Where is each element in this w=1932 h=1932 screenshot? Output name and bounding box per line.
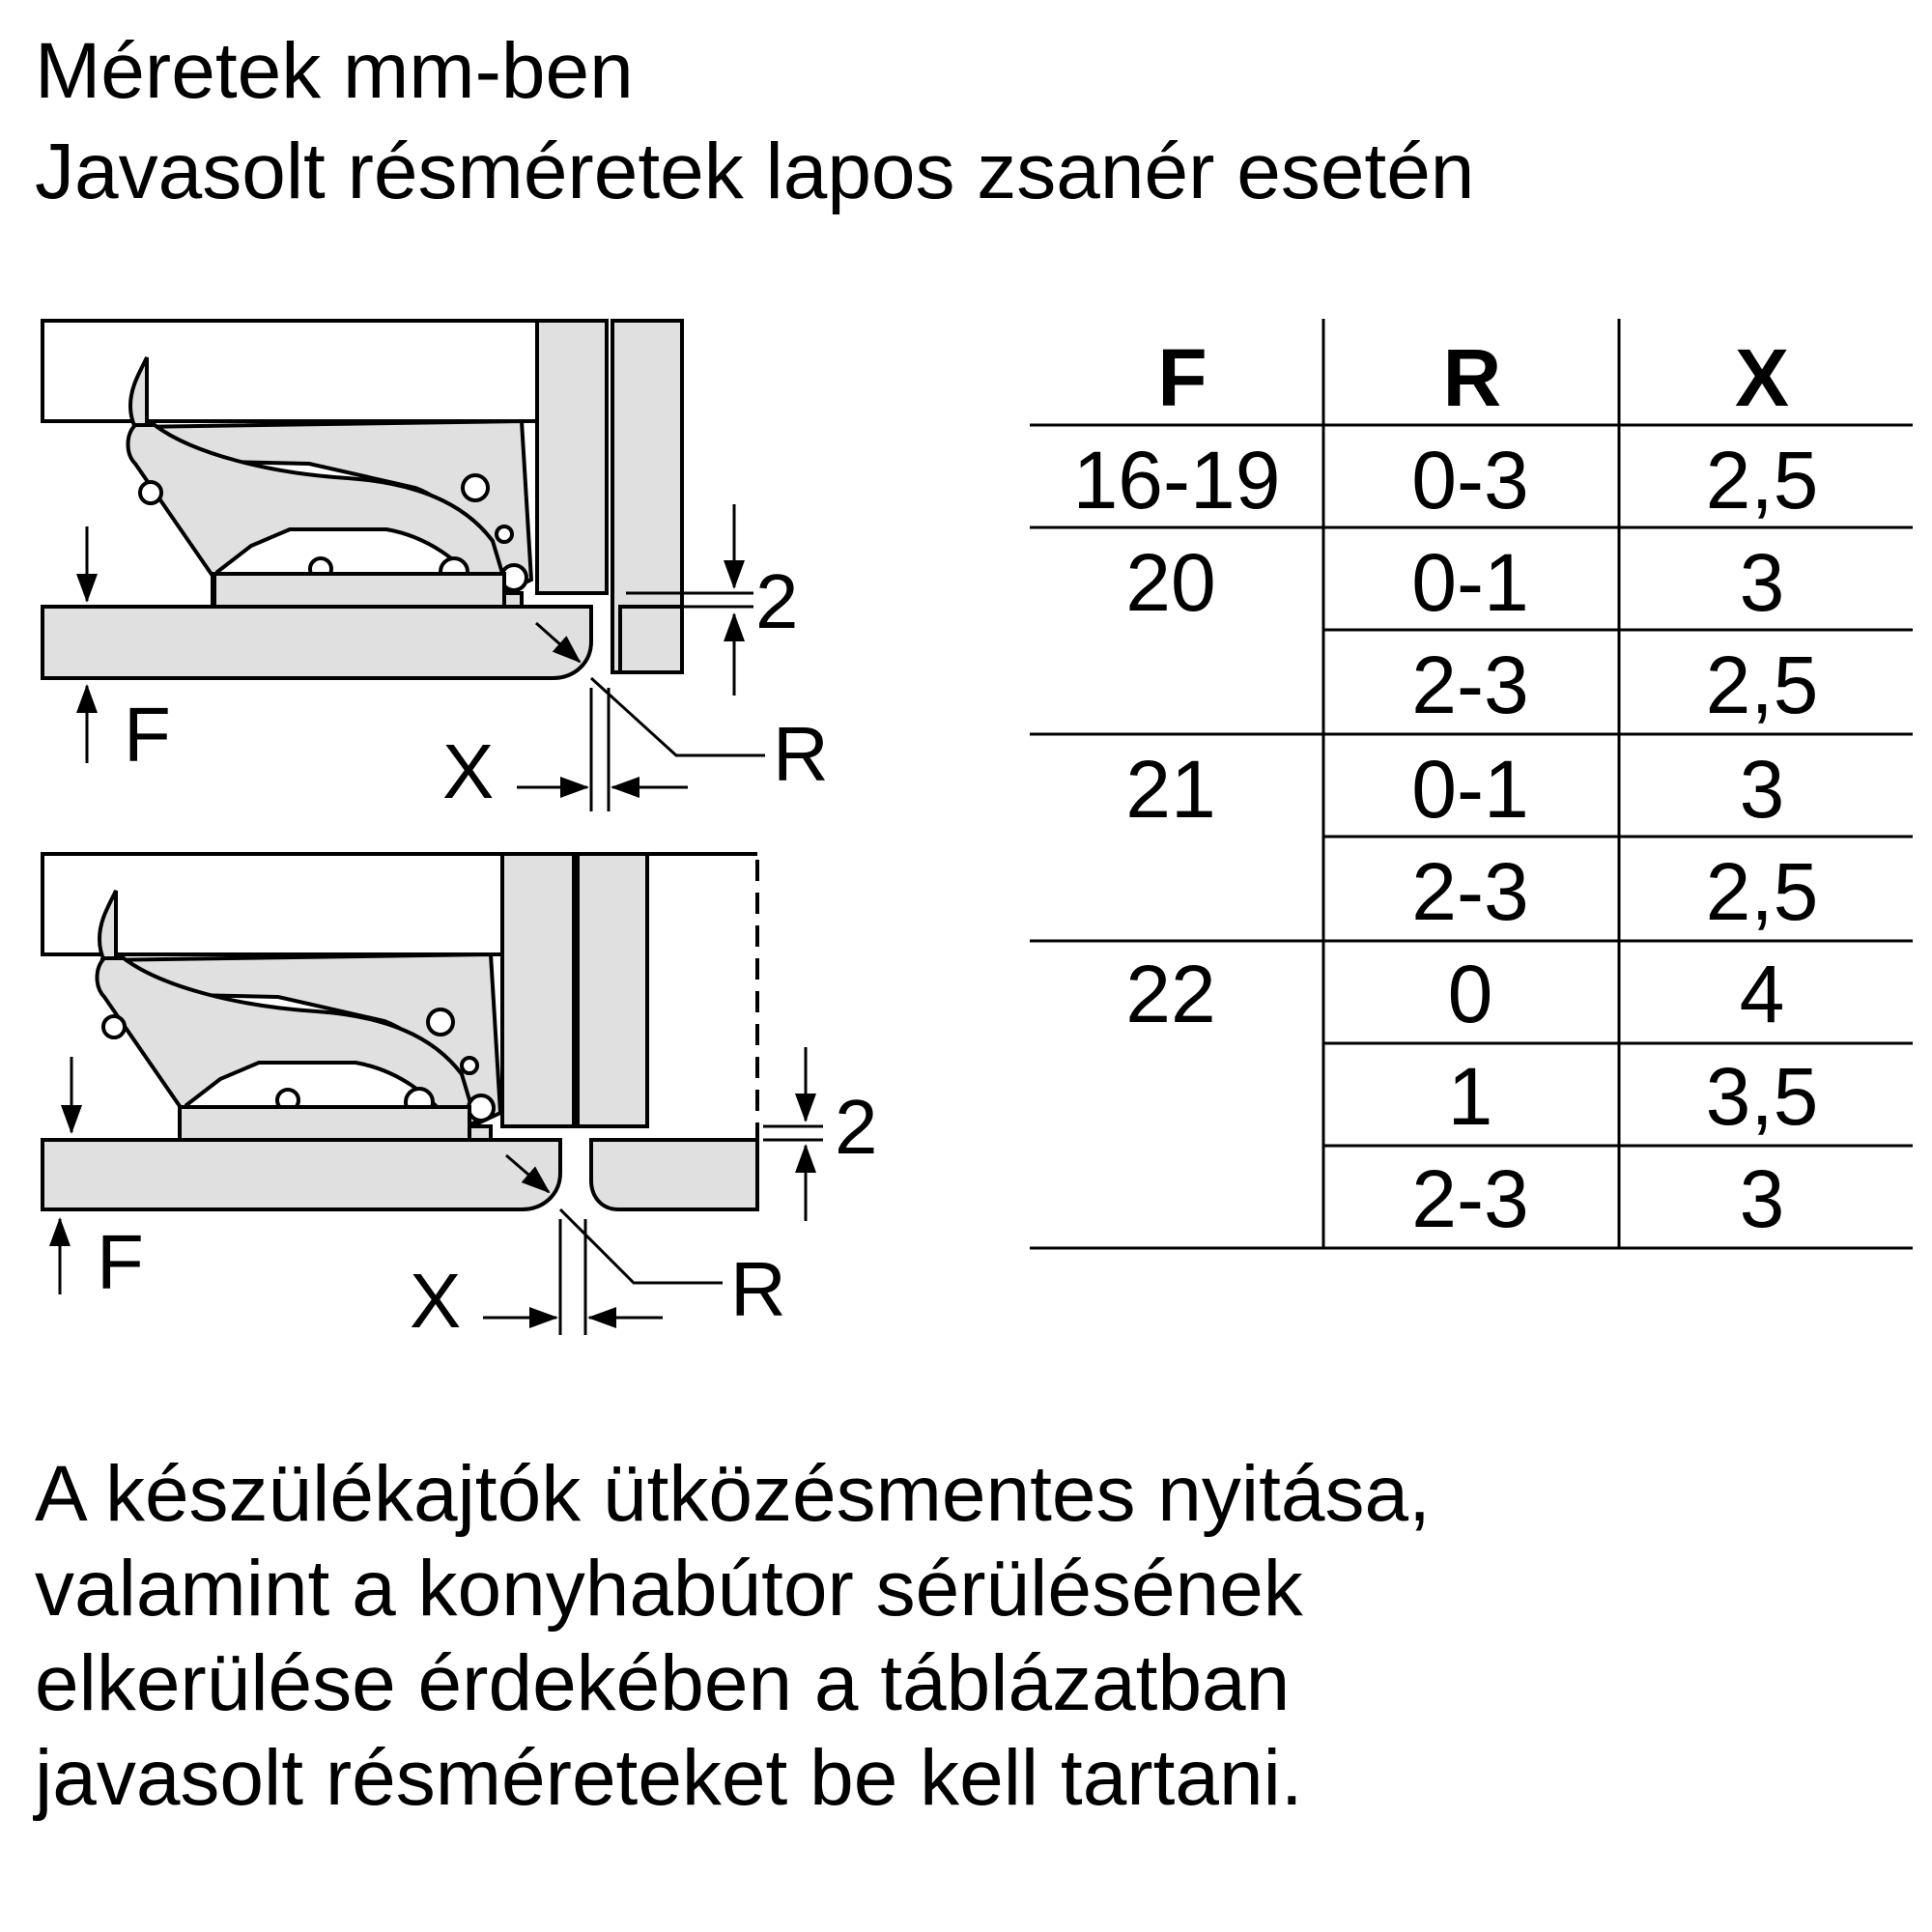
table-row: [1411, 846, 1818, 937]
table-cell-r: 2-3: [1411, 846, 1529, 937]
gap-table: [1030, 319, 1913, 1248]
title-line-1: Méretek mm-ben: [35, 27, 634, 115]
table-cell-f: 16-19: [1072, 435, 1281, 526]
top-hinge-screw-1: [140, 482, 161, 503]
table-cell-r: 2-3: [1411, 1153, 1529, 1244]
bottom-hinge-screw-2: [428, 1009, 453, 1035]
bottom-f-label: F: [97, 1219, 144, 1305]
top-f-label: F: [124, 692, 171, 778]
table-cell-x: 3: [1739, 537, 1785, 628]
note-line-1: A készülékajtók ütközésmentes nyitása,: [35, 1450, 1431, 1538]
table-row: [1448, 1051, 1819, 1142]
bottom-hinge-screw-1: [103, 1016, 125, 1037]
table-header-r: R: [1442, 332, 1502, 423]
table-cell-x: 3: [1739, 1153, 1785, 1244]
top-cabinet-side: [537, 321, 607, 593]
installation-note: [35, 1447, 1431, 1826]
table-cell-x: 2,5: [1705, 846, 1819, 937]
table-row: [1125, 537, 1784, 628]
table-cell-f: 22: [1125, 949, 1216, 1039]
bottom-gap-label: 2: [835, 1084, 878, 1170]
top-furniture-door: [43, 607, 591, 678]
table-cell-x: 2,5: [1705, 639, 1819, 730]
table-cell-x: 3,5: [1705, 1051, 1819, 1142]
bottom-furniture-door: [43, 1140, 560, 1209]
table-row: [1411, 639, 1818, 730]
top-neighbour-door: [620, 607, 682, 672]
top-hinge-screw-3: [497, 526, 512, 542]
table-cell-r: 0-1: [1411, 744, 1529, 835]
title-line-2: Javasolt résméretek lapos zsanér esetén: [35, 128, 1475, 215]
top-hinge-screw-2: [463, 475, 488, 500]
table-row: [1073, 435, 1819, 526]
top-hinge-diagram: [43, 321, 682, 678]
bottom-hinge-diagram: [43, 854, 757, 1209]
table-header-x: X: [1734, 332, 1790, 423]
bottom-mounting-plate: [180, 1107, 469, 1140]
table-row: [1411, 1153, 1784, 1244]
bottom-hinge-screw-3: [462, 1058, 477, 1073]
top-gap-label: 2: [755, 558, 799, 644]
table-cell-x: 4: [1739, 949, 1785, 1039]
note-line-4: javasolt résméreteket be kell tartani.: [35, 1734, 1303, 1822]
bottom-cabinet-side: [502, 854, 574, 1126]
table-cell-r: 2-3: [1411, 639, 1529, 730]
bottom-neighbour-panel: [578, 854, 647, 1126]
top-r-label: R: [773, 711, 829, 797]
top-mounting-plate: [214, 574, 504, 607]
table-cell-f: 20: [1125, 537, 1216, 628]
table-row: [1125, 949, 1784, 1039]
top-x-label: X: [442, 728, 495, 814]
table-cell-r: 0-3: [1411, 435, 1529, 526]
note-line-3: elkerülése érdekében a táblázatban: [35, 1639, 1291, 1727]
table-cell-f: 21: [1125, 744, 1216, 835]
table-cell-r: 0-1: [1411, 537, 1529, 628]
bottom-r-label: R: [730, 1246, 786, 1332]
bottom-neighbour-door: [591, 1140, 757, 1209]
table-header-f: F: [1157, 332, 1208, 423]
table-cell-x: 2,5: [1705, 435, 1819, 526]
bottom-hinge-screw-6: [469, 1095, 494, 1121]
table-cell-r: 0: [1447, 949, 1493, 1039]
note-line-2: valamint a konyhabútor sérülésének: [35, 1545, 1303, 1633]
top-cabinet-board: [43, 321, 537, 421]
bottom-x-label: X: [410, 1258, 462, 1344]
table-cell-x: 3: [1739, 744, 1785, 835]
table-row: [1125, 744, 1784, 835]
table-cell-r: 1: [1447, 1051, 1493, 1142]
